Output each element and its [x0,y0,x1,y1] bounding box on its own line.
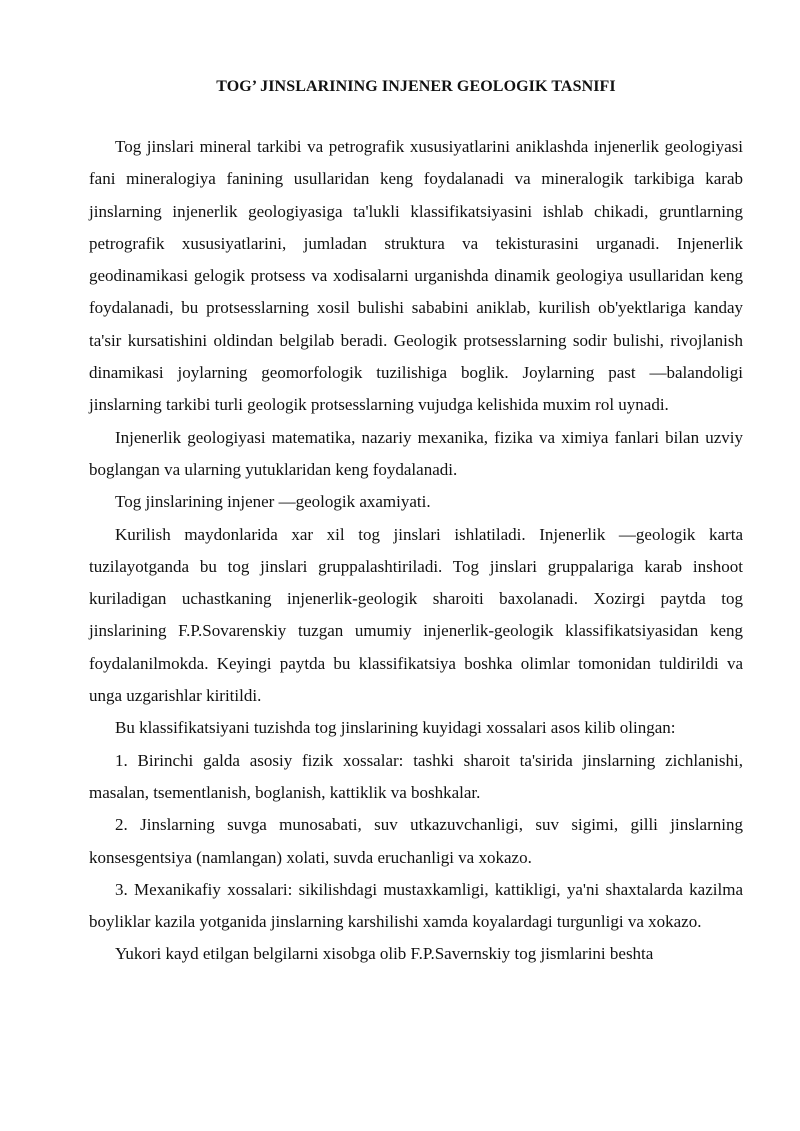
paragraph-closing: Yukori kayd etilgan belgilarni xisobga olib F.P.Savernskiy tog jismlarini beshta [115,944,654,964]
paragraph-related-sciences: Injenerlik geologiyasi matematika, nazariy mexanika, fizika va ximiya fanlari bilan uzviy boglangan va ularning yutuklaridan keng foydalanadi. [89,427,743,479]
list-item-water-relation: 2. Jinslarning suvga munosabati, suv utkazuvchanligi, suv sigimi, gilli jinslarning konsesgentsiya (namlangan) xolati, suvda eruchanligi va xokazo. [89,815,743,867]
document-page [89,74,743,971]
document-body [89,131,743,971]
paragraph-classification-basis: Bu klassifikatsiyani tuzishda tog jinslarining kuyidagi xossalari asos kilib olingan: [115,718,676,738]
list-item-physical-properties: 1. Birinchi galda asosiy fizik xossalar: tashki sharoit ta'sirida jinslarning zichlanishi, masalan, tsementlanish, boglanish, kattiklik va boshkalar. [89,750,743,802]
list-item-mechanical-properties: 3. Mexanikafiy xossalari: sikilishdagi mustaxkamligi, kattikligi, ya'ni shaxtalarda kazilma boyliklar kazila yotganida jinslarning karshilishi xamda koyalardagi turgunligi va xokazo. [89,879,743,932]
paragraph-intro: Tog jinslari mineral tarkibi va petrografik xususiyatlarini aniklashda injenerlik geologiyasi fani mineralogiya fanining usullaridan keng foydalanadi va mineralogik tarkibiga karab jinslarning injenerlik geologiyasiga ta'lukli klassifikatsiyasini ishlab chikadi, gruntlarning petrografik xususiyatlarini, jumladan struktura va tekisturasini urganadi. Injenerlik geodinamikasi gelogik protsess va xodisalarni urganishda dinamik geologiya usullaridan keng foydalanadi, bu protsesslarning xosil bulishi sababini aniklab, kurilish ob'yektlariga kanday ta'sir kursatishini oldindan belgilab beradi. Geologik protsesslarning sodir bulishi, rivojlanish dinamikasi joylarning geomorfologik tuzilishiga boglik. Joylarning past —balandoligi jinslarning tarkibi turli geologik protsesslarning vujudga kelishida muxim rol uynadi. [89,137,743,415]
paragraph-construction-sites: Kurilish maydonlarida xar xil tog jinslari ishlatiladi. Injenerlik —geologik karta tuzilayotganda bu tog jinslari gruppalashtiriladi. Tog jinslari gruppalariga karab inshoot kuriladigan uchastkaning injenerlik-geologik sharoiti baxolanadi. Xozirgi paytda tog jinslarining F.P.Sovarenskiy tuzgan umumiy injenerlik-geologik klassifikatsiyasidan keng foydalanilmokda. Keyingi paytda bu klassifikatsiya boshka olimlar tomonidan tuldirildi va unga uzgarishlar kiritildi. [89,524,743,706]
document-title: TOG’ JINSLARINING INJENER GEOLOGIK TASNIFI [216,78,616,95]
paragraph-subheading: Tog jinslarining injener —geologik axamiyati. [115,492,431,512]
